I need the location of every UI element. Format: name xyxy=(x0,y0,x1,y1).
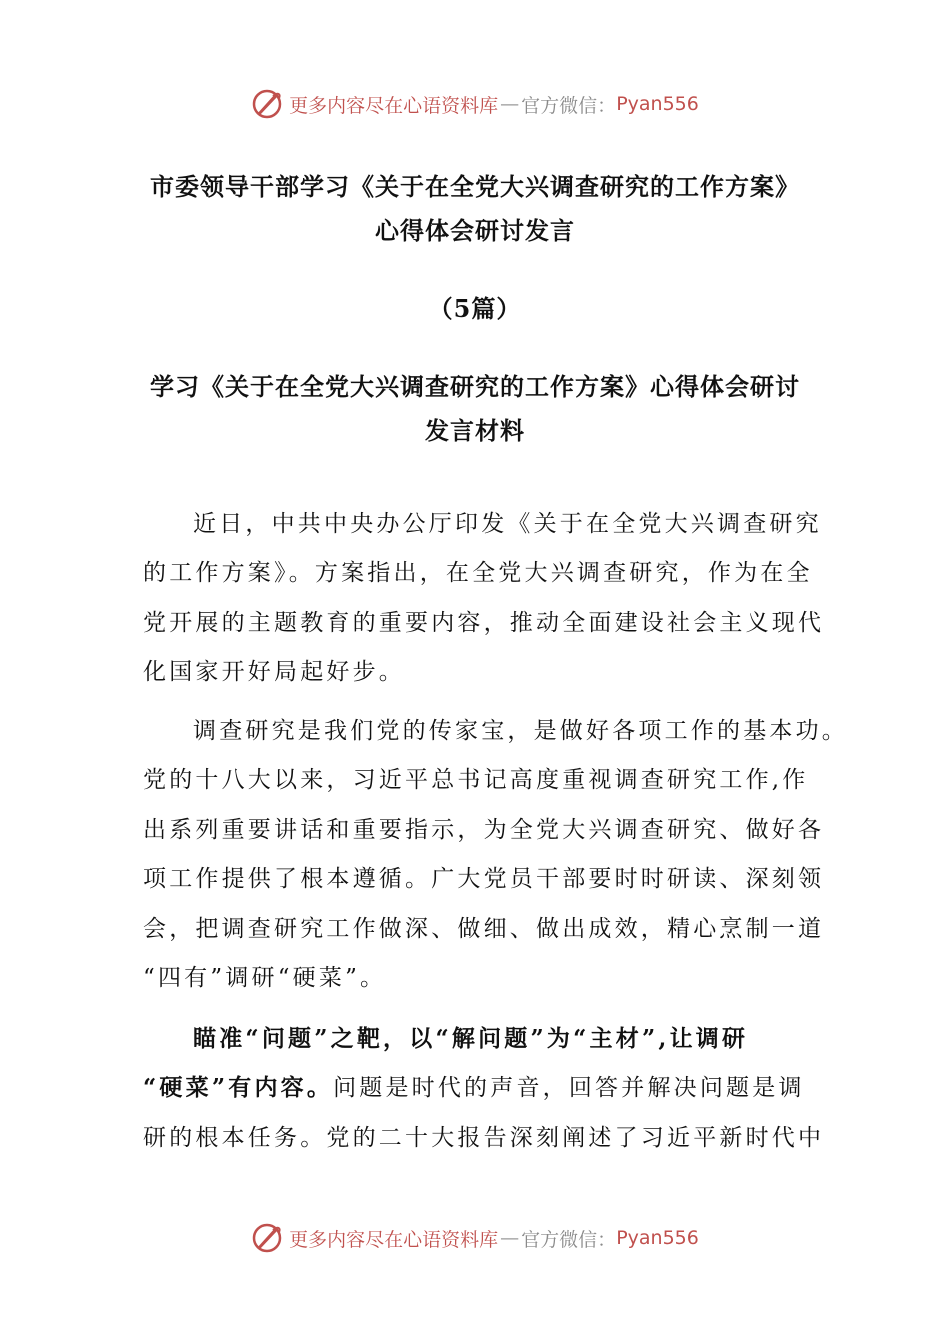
paragraph-1-line: 的工作方案》。方案指出，在全党大兴调查研究，作为在全 xyxy=(143,560,813,587)
watermark-footer xyxy=(0,1220,950,1256)
paragraph-3-line xyxy=(143,1063,813,1113)
watermark-sub-text: 官方微信： xyxy=(521,1228,617,1251)
watermark-main-text: 更多内容尽在心语资料库 xyxy=(289,94,499,117)
paragraph-1-line: 近日，中共中央办公厅印发《关于在全党大兴调查研究 xyxy=(193,511,822,537)
watermark-wechat-id: Pyan556 xyxy=(616,93,699,115)
watermark-dash: — xyxy=(500,1227,520,1249)
paragraph-2-line: 会，把调查研究工作做深、做细、做出成效，精心烹制一道 xyxy=(143,915,825,942)
paragraph-2-line: 项工作提供了根本遵循。广大党员干部要时时研读、深刻领 xyxy=(143,866,825,893)
paragraph-3-bold-heading: 瞄准“问题”之靶，以“解问题”为“主材”,让调研 xyxy=(193,1025,749,1052)
document-article-count: （5篇） xyxy=(428,294,522,323)
paragraph-2 xyxy=(143,707,848,1003)
paragraph-1-line: 化国家开好局起好步。 xyxy=(143,659,405,686)
document-subtitle-line1: 学习《关于在全党大兴调查研究的工作方案》心得体会研讨 xyxy=(150,372,800,401)
paragraph-3-text: 问题是时代的声音，回答并解决问题是调 xyxy=(333,1075,805,1102)
paragraph-3-bold-lead: “硬菜”有内容。 xyxy=(143,1074,334,1102)
paragraph-2-line: 党的十八大以来，习近平总书记高度重视调查研究工作,作 xyxy=(143,767,809,794)
paragraph-3-line: 研的根本任务。党的二十大报告深刻阐述了习近平新时代中 xyxy=(143,1124,825,1151)
document-title-line1: 市委领导干部学习《关于在全党大兴调查研究的工作方案》 xyxy=(150,172,800,201)
paragraph-2-line: 出系列重要讲话和重要指示，为全党大兴调查研究、做好各 xyxy=(143,816,825,843)
watermark-main-text: 更多内容尽在心语资料库 xyxy=(289,1228,499,1251)
paragraph-2-line: “四有”调研“硬菜”。 xyxy=(143,965,387,992)
paragraph-2-line: 调查研究是我们党的传家宝，是做好各项工作的基本功。 xyxy=(193,718,848,744)
document-subtitle-line2: 发言材料 xyxy=(425,416,525,445)
paragraph-1 xyxy=(143,500,825,698)
watermark-dash: — xyxy=(500,93,520,115)
document-title-line2: 心得体会研讨发言 xyxy=(375,216,575,245)
watermark-header xyxy=(0,86,950,122)
watermark-sub-text: 官方微信： xyxy=(521,94,617,117)
paragraph-1-line: 党开展的主题教育的重要内容，推动全面建设社会主义现代 xyxy=(143,609,825,636)
quill-logo-icon xyxy=(251,88,283,120)
watermark-wechat-id: Pyan556 xyxy=(616,1227,699,1249)
quill-logo-icon xyxy=(251,1222,283,1254)
paragraph-3 xyxy=(143,1014,825,1163)
